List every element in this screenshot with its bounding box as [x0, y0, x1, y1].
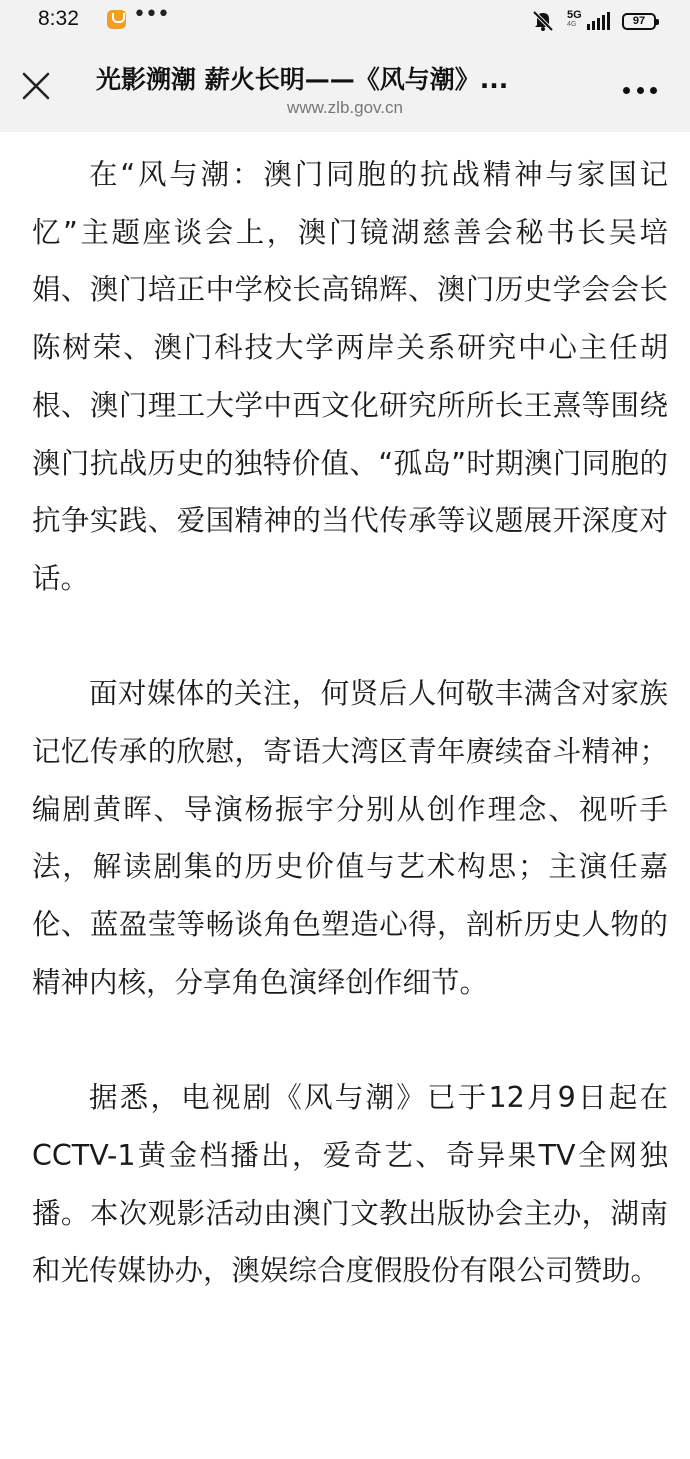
status-indicators: [531, 8, 656, 34]
mute-icon: [531, 10, 555, 32]
article-paragraph: 面对媒体的关注，何贤后人何敬丰满含对家族记忆传承的欣慰，寄语大湾区青年赓续奋斗精神；编剧黄晖、导演杨振宇分别从创作理念、视听手法，解读剧集的历史价值与艺术构思；主演任嘉伦、蓝盈莹等畅谈角色塑造心得，剖析历史人物的精神内核，分享角色演绎创作细节。: [32, 677, 668, 999]
battery-icon: [622, 13, 656, 30]
more-button[interactable]: [618, 68, 662, 112]
network-type: 5G: [567, 9, 582, 21]
browser-header: [0, 44, 690, 132]
more-icon: [623, 87, 630, 94]
battery-level: 97: [632, 15, 646, 27]
signal-icon: [585, 12, 610, 30]
article-paragraph: 据悉，电视剧《风与潮》已于12月9日起在CCTV-1黄金档播出，爱奇艺、奇异果TV全网独播。本次观影活动由澳门文教出版协会主办，湖南和光传媒协办，澳娱综合度假股份有限公司赞助。: [32, 1081, 668, 1288]
network-indicator: [567, 9, 583, 33]
article-body: [32, 146, 668, 1358]
page-title: 光影溯潮 薪火长明——《风与潮》...: [96, 65, 509, 94]
status-time: 8:32: [38, 7, 79, 30]
status-bar: [0, 0, 690, 44]
page-url: www.zlb.gov.cn: [287, 98, 403, 117]
network-subtype: 4G: [567, 21, 577, 28]
more-notifications-indicator: •••: [133, 2, 169, 27]
app-notification-icon: [107, 10, 126, 29]
article-paragraph: 在“风与潮：澳门同胞的抗战精神与家国记忆”主题座谈会上，澳门镜湖慈善会秘书长吴培娟、澳门培正中学校长高锦辉、澳门历史学会会长陈树荣、澳门科技大学两岸关系研究中心主任胡根、澳门理工大学中西文化研究所所长王熹等围绕澳门抗战历史的独特价值、“孤岛”时期澳门同胞的抗争实践、爱国精神的当代传承等议题展开深度对话。: [32, 158, 668, 595]
